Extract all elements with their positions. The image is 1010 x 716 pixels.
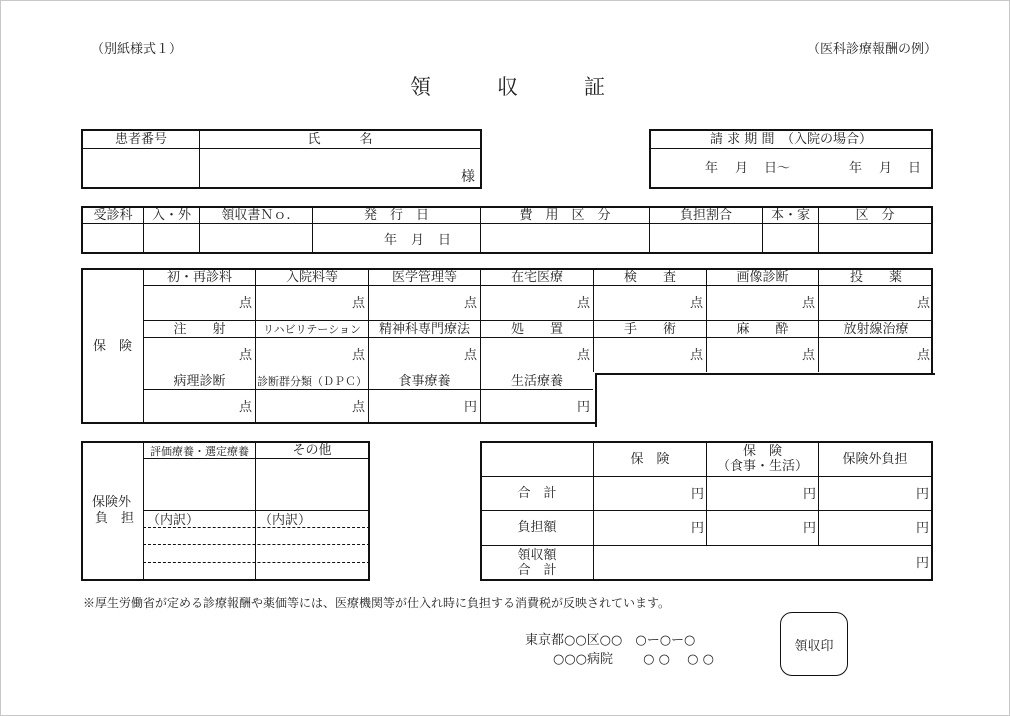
unit-label: 点	[463, 296, 477, 311]
tax-note: ※厚生労働省が定める診療報酬や薬価等には、医療機関等が仕入れ時に負担する消費税が反映されています。	[83, 596, 671, 610]
non-insurance-label-2: 負 担	[95, 511, 135, 526]
totals-insurance-header: 保 険	[630, 452, 670, 467]
insurance-item-label: 診断群分類（ＤＰＣ）	[257, 375, 367, 388]
evaluation-care-header: 評価療養・選定療養	[150, 445, 249, 458]
burden-ratio-header: 負担割合	[679, 208, 732, 223]
unit-label: 点	[916, 296, 930, 311]
breakdown-label-2: （内訳）	[259, 513, 312, 528]
in-out-header: 入・外	[151, 208, 191, 223]
receipt-stamp	[780, 612, 848, 676]
insurance-item-label: 麻 酔	[736, 322, 789, 337]
yen-unit: 円	[915, 556, 929, 571]
unit-label: 点	[801, 348, 815, 363]
billing-period-label: 請 求 期 間 （入院の場合）	[710, 132, 872, 147]
insurance-item-label: 生活療養	[510, 374, 563, 389]
sama-label: 様	[461, 169, 475, 185]
insurance-item-label: 初・再診料	[166, 270, 232, 285]
dept-header: 受診科	[93, 208, 133, 223]
unit-label: 点	[801, 296, 815, 311]
insurance-item-label: 画像診断	[736, 270, 789, 285]
unit-label: 点	[351, 348, 365, 363]
received-row-label-2: 合 計	[517, 563, 557, 578]
other-header: その他	[292, 443, 332, 458]
patient-number-label: 患者番号	[114, 132, 167, 147]
cost-category-header: 費 用 区 分	[519, 208, 611, 223]
name-label: 氏 名	[307, 132, 373, 147]
insurance-item-label: 投 薬	[849, 270, 902, 285]
period-year-1: 年	[705, 161, 719, 176]
totals-meal-header-2: （食事・生活）	[716, 459, 808, 474]
totals-non-insurance-header: 保険外負担	[842, 452, 908, 467]
unit-label: 点	[689, 296, 703, 311]
unit-label: 点	[238, 296, 252, 311]
unit-label: 点	[238, 400, 252, 415]
insurance-item-label: 処 置	[510, 322, 563, 337]
receipt-no-header: 領収書Ｎｏ.	[221, 208, 291, 223]
unit-label: 点	[351, 296, 365, 311]
issue-month: 月	[411, 233, 425, 248]
non-insurance-label-1: 保険外	[92, 495, 132, 510]
received-row-label-1: 領収額	[517, 548, 557, 563]
category-header: 区 分	[855, 208, 895, 223]
unit-label: 点	[576, 296, 590, 311]
burden-row-label: 負担額	[517, 520, 557, 535]
insurance-item-label: 放射線治療	[843, 322, 909, 337]
period-year-2: 年	[849, 161, 863, 176]
unit-label: 円	[576, 400, 590, 415]
insurance-item-label: 入院料等	[285, 270, 338, 285]
unit-label: 点	[576, 348, 590, 363]
unit-label: 点	[689, 348, 703, 363]
yen-unit: 円	[802, 521, 816, 536]
total-row-label: 合 計	[517, 486, 557, 501]
unit-label: 円	[463, 400, 477, 415]
title-char-2: 収	[497, 75, 520, 99]
insurance-item-label: 在宅医療	[510, 270, 563, 285]
insurance-item-label: 食事療養	[398, 374, 451, 389]
yen-unit: 円	[690, 521, 704, 536]
hospital-name: ○○○病院 ○ ○ ○ ○	[553, 652, 714, 667]
insurance-item-label: 医学管理等	[391, 270, 457, 285]
totals-meal-header-1: 保 険	[742, 444, 782, 459]
example-label: （医科診療報酬の例）	[807, 42, 938, 57]
insurance-item-label: 手 術	[623, 322, 676, 337]
issue-year: 年	[384, 233, 398, 248]
insurance-item-label: 注 射	[173, 322, 226, 337]
insurance-side-label: 保 険	[93, 339, 133, 354]
insurance-item-label: 精神科専門療法	[378, 322, 470, 337]
breakdown-label-1: （内訳）	[147, 513, 200, 528]
insurance-item-label: リハビリテーション	[262, 323, 361, 336]
issue-day: 日	[438, 233, 452, 248]
hospital-address: 東京都○○区○○ ○ー○ー○	[525, 633, 696, 648]
title-char-1: 領	[410, 75, 433, 99]
title-char-3: 証	[584, 75, 607, 99]
insurance-item-label: 病理診断	[173, 374, 226, 389]
yen-unit: 円	[915, 521, 929, 536]
self-family-header: 本・家	[770, 208, 810, 223]
yen-unit: 円	[802, 487, 816, 502]
unit-label: 点	[238, 348, 252, 363]
unit-label: 点	[916, 348, 930, 363]
yen-unit: 円	[915, 487, 929, 502]
period-month-1: 月	[735, 161, 749, 176]
issue-date-header: 発 行 日	[363, 208, 429, 223]
period-day-2: 日	[908, 161, 922, 176]
unit-label: 点	[351, 400, 365, 415]
yen-unit: 円	[690, 487, 704, 502]
period-month-2: 月	[879, 161, 893, 176]
insurance-item-label: 検 査	[623, 270, 676, 285]
stamp-label: 領収印	[794, 638, 834, 654]
unit-label: 点	[463, 348, 477, 363]
form-number: （別紙様式１）	[91, 42, 183, 57]
period-day-1: 日〜	[764, 161, 791, 176]
